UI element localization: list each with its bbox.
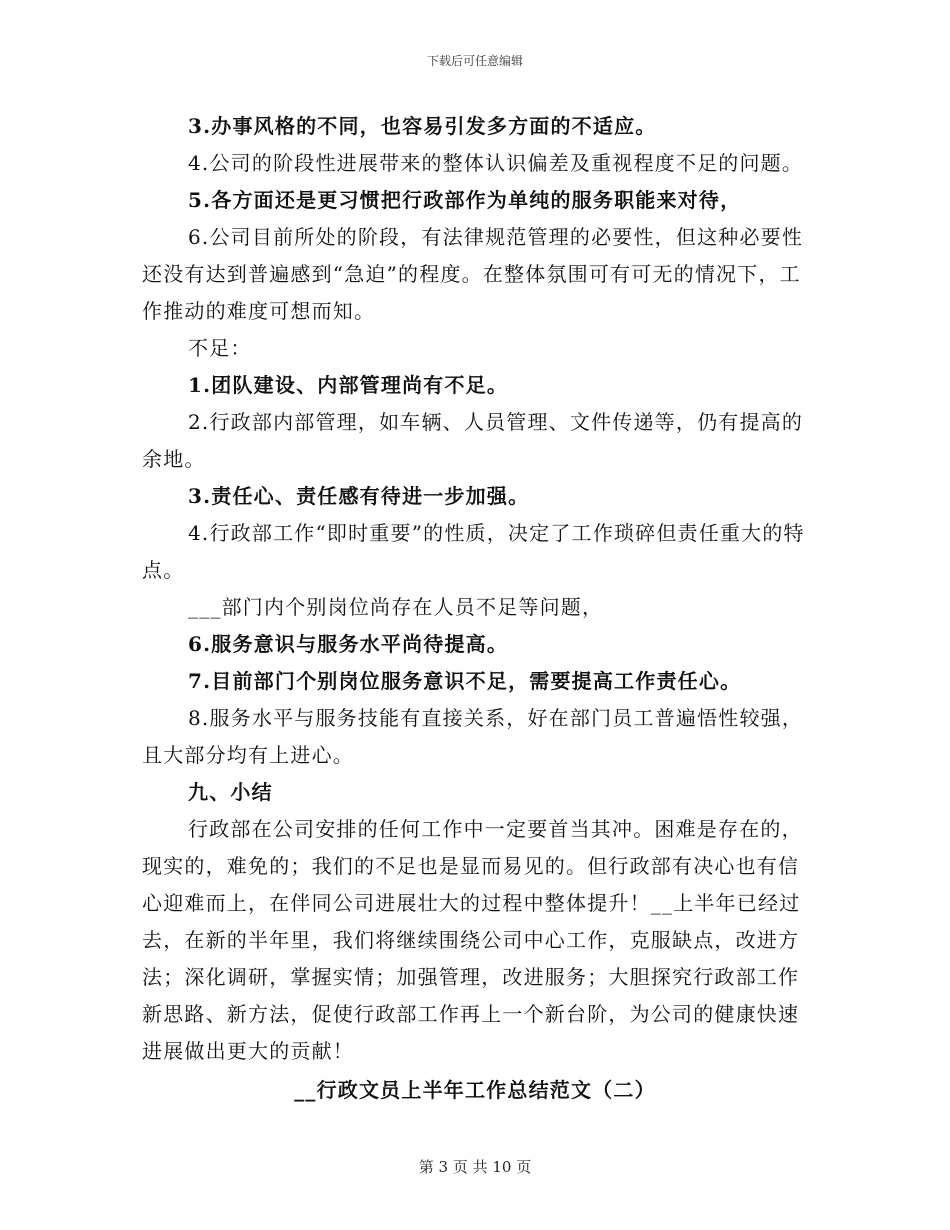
section-heading-summary: 九、小结 — [188, 780, 273, 804]
paragraph-15: 行政部在公司安排的任何工作中一定要首当其冲。困难是存在的，现实的，难免的；我们的不足也是显而易见的。但行政部有决心也有信心迎难而上，在伴同公司进展壮大的过程中整体提升！__上半年已经过去，在新的半年里，我们将继续围绕公司中心工作，克服缺点，改进方法；深化调研，掌握实情；加强管理，改进服务；大胆探究行政部工作新思路、新方法，促使行政部工作再上一个新台阶，为公司的健康快速进展做出更大的贡献！ — [142, 817, 803, 1063]
paragraph-1: 3.办事风格的不同，也容易引发多方面的不适应。 — [188, 114, 657, 138]
document-body — [142, 108, 808, 1109]
paragraph-10: ___部门内个别岗位尚存在人员不足等问题， — [188, 595, 604, 619]
paragraph-3: 5.各方面还是更习惯把行政部作为单纯的服务职能来对待， — [188, 188, 742, 212]
paragraph-6: 1.团队建设、内部管理尚有不足。 — [188, 373, 509, 397]
paragraph-12: 7.目前部门个别岗位服务意识不足，需要提高工作责任心。 — [188, 669, 742, 693]
paragraph-11: 6.服务意识与服务水平尚待提高。 — [188, 632, 509, 656]
paragraph-5: 不足： — [188, 336, 252, 360]
paragraph-9: 4.行政部工作“即时重要”的性质，决定了工作琐碎但责任重大的特点。 — [142, 521, 805, 582]
page-footer: 第 3 页 共 10 页 — [418, 1158, 532, 1176]
page-header: 下载后可任意编辑 — [426, 54, 523, 68]
paragraph-4: 6.公司目前所处的阶段，有法律规范管理的必要性，但这种必要性还没有达到普遍感到“急迫”的程度。在整体氛围可有可无的情况下，工作推动的难度可想而知。 — [142, 225, 804, 323]
paragraph-13: 8.服务水平与服务技能有直接关系，好在部门员工普遍悟性较强，且大部分均有上进心。 — [142, 706, 804, 767]
paragraph-2: 4.公司的阶段性进展带来的整体认识偏差及重视程度不足的问题。 — [188, 151, 804, 175]
paragraph-7: 2.行政部内部管理，如车辆、人员管理、文件传递等，仍有提高的余地。 — [142, 410, 804, 471]
section-title: __行政文员上半年工作总结范文（二） — [294, 1078, 656, 1102]
paragraph-8: 3.责任心、责任感有待进一步加强。 — [188, 484, 530, 508]
